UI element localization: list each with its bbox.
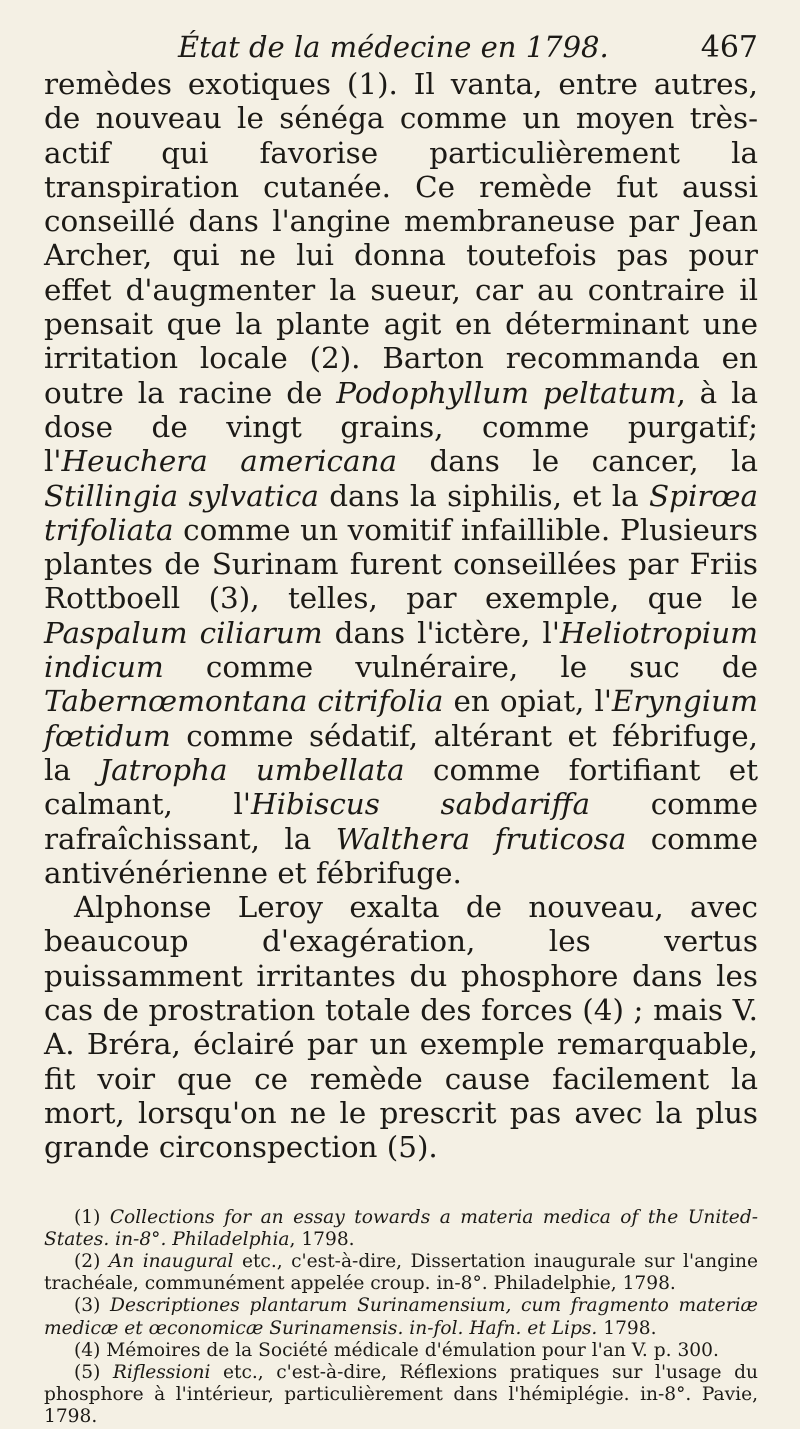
text-run: dans l'ictère, l'	[322, 615, 560, 650]
species-name: Paspalum ciliarum	[44, 615, 323, 650]
text-run: comme vulnéraire, le suc de	[163, 650, 758, 685]
page-header	[44, 30, 758, 65]
footnote-5	[44, 1362, 758, 1429]
page-number: 467	[700, 30, 758, 65]
text-run: remèdes exotiques (1). Il vanta, entre autres, de nouveau le sénéga comme un moyen très-actif qui favorise particulièrement la transpiration cutanée. Ce remède fut aussi conseillé dans l'angine membraneuse par Jean Archer, qui ne lui donna toutefois pas pour effet d'augmenter la sueur, car au contraire il pensait que la plante agit en déterminant une irritation locale (2). Barton recommanda en outre la racine de	[44, 67, 758, 410]
species-name: Jatropha umbellata	[99, 752, 405, 787]
footnote-text: , 1798.	[289, 1228, 355, 1250]
text-run: en opiat, l'	[443, 684, 612, 719]
species-name: Heuchera americana	[61, 444, 397, 479]
footnote-title: Descriptiones plantarum Surinamensium, cum fragmento materiæ medicæ et œconomicæ Surinamensis. in-fol. Hafn. et Lips.	[44, 1295, 759, 1339]
footnote-1	[44, 1207, 758, 1251]
footnotes	[44, 1207, 758, 1429]
footnote-text: etc., c'est-à-dire, Dissertation inaugurale sur l'angine trachéale, communément appelée croup. in-8°. Philadelphie, 1798.	[44, 1250, 758, 1295]
text-run: dans le cancer, la	[396, 444, 758, 479]
footnote-title: Riflessioni	[112, 1361, 211, 1383]
footnote-2	[44, 1251, 758, 1295]
species-name: Walthera fruticosa	[335, 821, 627, 856]
text-run: comme fortifiant et calmant, l'	[44, 752, 759, 822]
running-title: État de la médecine en 1798.	[177, 30, 609, 64]
footnote-4: (4) Mémoires de la Société médicale d'émulation pour l'an V. p. 300.	[74, 1339, 719, 1361]
species-name: Heliotropium indicum	[44, 615, 758, 685]
footnote-number: (5)	[74, 1361, 113, 1383]
text-run: , à la dose de vingt grains, comme purgatif; l'	[44, 375, 758, 479]
species-name: Podophyllum peltatum	[336, 375, 677, 410]
footnote-text: etc., c'est-à-dire, Réflexions pratiques sur l'usage du phosphore à l'intérieur, particulièrement dans l'hémiplégie. in-8°. Pavie, 1798.	[44, 1361, 758, 1428]
species-name: Eryngium fœtidum	[44, 684, 758, 753]
text-run: dans la siphilis, et la	[318, 478, 649, 513]
species-name: Stillingia sylvatica	[44, 478, 319, 513]
footnote-title: Collections for an essay towards a materia medica of the United-States. in-8°. Philadelphia	[44, 1206, 758, 1250]
footnote-text: 1798.	[597, 1317, 657, 1339]
footnote-number: (1)	[74, 1206, 110, 1228]
footnote-3	[44, 1295, 758, 1339]
text-run: comme un vomitif infaillible. Plusieurs plantes de Surinam furent conseillées par Friis Rottboell (3), telles, par exemple, que le	[44, 512, 758, 616]
species-name: Hibiscus sabdariffa	[251, 787, 591, 822]
footnote-number: (2)	[74, 1250, 109, 1272]
text-run: comme antivénérienne et fébrifuge.	[44, 821, 758, 890]
body-text	[44, 67, 758, 1165]
paragraph-2: Alphonse Leroy exalta de nouveau, avec beaucoup d'exagération, les vertus puissamment irritantes du phosphore dans les cas de prostration totale des forces (4) ; mais V. A. Bréra, éclairé par un exemple remarquable, fit voir que ce remède cause facilement la mort, lorsqu'on ne le prescrit pas avec la plus grande circonspection (5).	[44, 890, 758, 1165]
text-run: comme sédatif, altérant et fébrifuge, la	[44, 718, 758, 787]
species-name: Tabernœmontana citrifolia	[44, 684, 444, 719]
species-name: Spirœa trifoliata	[44, 478, 758, 547]
footnote-number: (3)	[74, 1295, 111, 1317]
paragraph-1	[44, 67, 758, 890]
text-run: comme rafraîchissant, la	[44, 787, 758, 856]
footnote-title: An inaugural	[108, 1250, 234, 1272]
